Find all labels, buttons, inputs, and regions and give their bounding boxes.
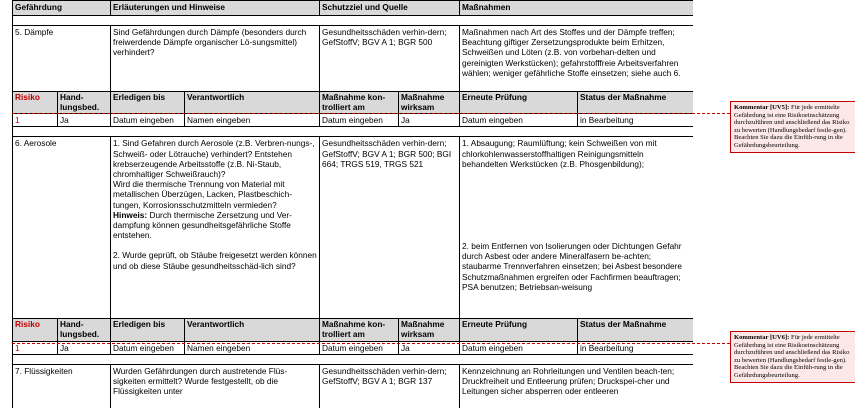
due-date-field[interactable]: Datum eingeben <box>111 341 185 354</box>
hazard-row-daempfe <box>13 26 694 92</box>
header-erlaeuterungen: Erläuterungen und Hinweise <box>111 1 320 16</box>
risk-header-erledigen: Erledigen bis <box>111 319 185 341</box>
risk-values-row <box>13 114 694 127</box>
risk-header-status: Status der Maßnahme <box>578 319 693 341</box>
checked-date-field[interactable]: Datum eingeben <box>320 114 399 127</box>
explanation-part-1: 1. Sind Gefahren durch Aerosole (z.B. Verbren-nungs-, Schweiß- oder Lötrauche) verhindert? Entstehen krebserzeugende Arbeitsstoffe (z.B. Ni-Staub, chromhaltiger Schweißrauch)? Wird die thermische Trennung von Material mit metallischen Überzügen, Lacken, Plastbeschich-tungen, Korrosionsschutzmitteln vermieden? <box>113 138 315 210</box>
explanation-hint <box>113 210 317 241</box>
risk-header-verantwortlich: Verantwortlich <box>185 319 320 341</box>
hazard-explanation[interactable]: Sind Gefährdungen durch Dämpfe (besonders durch freiwerdende Dämpfe organischer Lö-sungsmittel) verhindert? <box>111 26 320 92</box>
hazard-measures[interactable]: Kennzeichnung an Rohrleitungen und Ventilen beach-ten; Druckfreiheit und Entleerung prüfen; Druckspei-cher und Leitungen sicher absperren oder entleeren <box>460 364 693 408</box>
comment-text: Für jede ermittelte Gefährdung ist eine Risikoeinschätzung durchzuführen und anschließend das Risiko zu bewerten (Handlungsbedarf festle-gen). Beachten Sie dazu die Einfüh-rung in die Gefährdungsbeurteilung. <box>734 334 850 379</box>
responsible-field[interactable]: Namen eingeben <box>185 114 320 127</box>
risk-value-field[interactable]: 1 <box>13 341 58 354</box>
hazard-explanation[interactable] <box>111 137 320 319</box>
risk-header-wirksam: Maßnahme wirksam <box>399 92 460 114</box>
table-header-row <box>13 1 694 16</box>
hazard-source[interactable]: Gesundheitsschäden verhin-dern; GefStoffV; BGV A 1; BGR 137 <box>320 364 460 408</box>
hazard-row-fluessigkeiten <box>13 364 694 408</box>
hazard-row-aerosole <box>13 137 694 319</box>
hazard-title: 7. Flüssigkeiten <box>13 364 111 408</box>
hazard-source[interactable]: Gesundheitsschäden verhin-dern; GefStoffV; BGV A 1; BGR 500; BGI 664; TRGS 519, TRGS 521 <box>320 137 460 319</box>
responsible-field[interactable]: Namen eingeben <box>185 341 320 354</box>
risk-header-row <box>13 319 694 341</box>
measures-part-1: 1. Absaugung; Raumlüftung; kein Schweißen von mit chlorkohlenwasserstoffhaltigen Reinigungsmitteln behandelten Werkstücken (z.B. Phosgenbildung); <box>462 138 657 169</box>
risk-header-row <box>13 92 694 114</box>
review-date-field[interactable]: Datum eingeben <box>460 114 578 127</box>
document-page <box>12 0 693 408</box>
hazard-table <box>12 0 693 408</box>
risk-header-erledigen: Erledigen bis <box>111 92 185 114</box>
action-required-field[interactable]: Ja <box>58 114 111 127</box>
due-date-field[interactable]: Datum eingeben <box>111 114 185 127</box>
risk-header-handlungsbed: Hand- lungsbed. <box>58 319 111 341</box>
comment-text: Für jede ermittelte Gefährdung ist eine Risikoeinschätzung durchzuführen und anschließend das Risiko zu bewerten (Handlungsbedarf festle-gen). Beachten Sie dazu die Einfüh-rung in die Gefährdungsbeurteilung. <box>734 104 850 149</box>
risk-value-field[interactable]: 1 <box>13 114 58 127</box>
comment-label: Kommentar [UV5]: <box>734 104 790 111</box>
header-schutzziel: Schutzziel und Quelle <box>320 1 460 16</box>
risk-header-handlungsbed: Hand- lungsbed. <box>58 92 111 114</box>
hazard-measures[interactable]: Maßnahmen nach Art des Stoffes und der Dämpfe treffen; Beachtung giftiger Zersetzungsprodukte beim Erhitzen, Schweißen und Löten (z.B. von vorbehan-delten und gereinigten Werkstücken); gefahrstofffreie Arbeitsverfahren wählen; weniger gefährliche Stoffe einsetzen; siehe auch 6. <box>460 26 693 92</box>
hazard-title: 6. Aerosole <box>13 137 111 319</box>
spacer-row <box>13 127 694 137</box>
risk-header-verantwortlich: Verantwortlich <box>185 92 320 114</box>
effective-field[interactable]: Ja <box>399 341 460 354</box>
risk-header-risiko: Risiko <box>13 92 58 114</box>
measures-part-2: 2. beim Entfernen von Isolierungen oder Dichtungen Gefahr durch Asbest oder andere Mineralfasern be-achten; staubarme Trennverfahren einsetzen; bei Asbest besondere Schutzmaßnahmen ergreifen oder Fachfirmen beauftragen; PSA benutzen; Betriebsan-weisung <box>462 241 683 292</box>
comment-balloon-uv6[interactable] <box>730 331 855 383</box>
hint-text: Durch thermische Zersetzung und Ver-dampfung können gesundheitsgefährliche Stoffe entstehen. <box>113 209 292 241</box>
risk-header-risiko: Risiko <box>13 319 58 341</box>
comment-label: Kommentar [UV6]: <box>734 334 790 341</box>
risk-header-kontrolliert: Maßnahme kon- trolliert am <box>320 92 399 114</box>
comment-balloon-uv5[interactable] <box>730 101 855 153</box>
header-gefaehrdung: Gefährdung <box>13 1 111 16</box>
comment-anchor-line <box>12 343 730 344</box>
hazard-source[interactable]: Gesundheitsschäden verhin-dern; GefStoffV; BGV A 1; BGR 500 <box>320 26 460 92</box>
spacer-row <box>13 16 694 26</box>
spacer-row <box>13 354 694 364</box>
review-date-field[interactable]: Datum eingeben <box>460 341 578 354</box>
effective-field[interactable]: Ja <box>399 114 460 127</box>
checked-date-field[interactable]: Datum eingeben <box>320 341 399 354</box>
hazard-explanation[interactable]: Wurden Gefährdungen durch austretende Flüs-sigkeiten ermittelt? Wurde festgestellt, ob die Flüssigkeiten unter <box>111 364 320 408</box>
comment-anchor-line <box>12 113 730 114</box>
hint-label: Hinweis: <box>113 209 148 220</box>
risk-header-pruefung: Erneute Prüfung <box>460 92 578 114</box>
risk-header-wirksam: Maßnahme wirksam <box>399 319 460 341</box>
hazard-measures[interactable] <box>460 137 693 319</box>
risk-header-kontrolliert: Maßnahme kon- trolliert am <box>320 319 399 341</box>
hazard-title: 5. Dämpfe <box>13 26 111 92</box>
header-massnahmen: Maßnahmen <box>460 1 693 16</box>
risk-header-status: Status der Maßnahme <box>578 92 693 114</box>
status-field[interactable]: in Bearbeitung <box>578 341 693 354</box>
action-required-field[interactable]: Ja <box>58 341 111 354</box>
explanation-part-2: 2. Wurde geprüft, ob Stäube freigesetzt werden können und ob diese Stäube gesundheitsschäd-lich sind? <box>113 250 317 271</box>
risk-header-pruefung: Erneute Prüfung <box>460 319 578 341</box>
status-field[interactable]: in Bearbeitung <box>578 114 693 127</box>
